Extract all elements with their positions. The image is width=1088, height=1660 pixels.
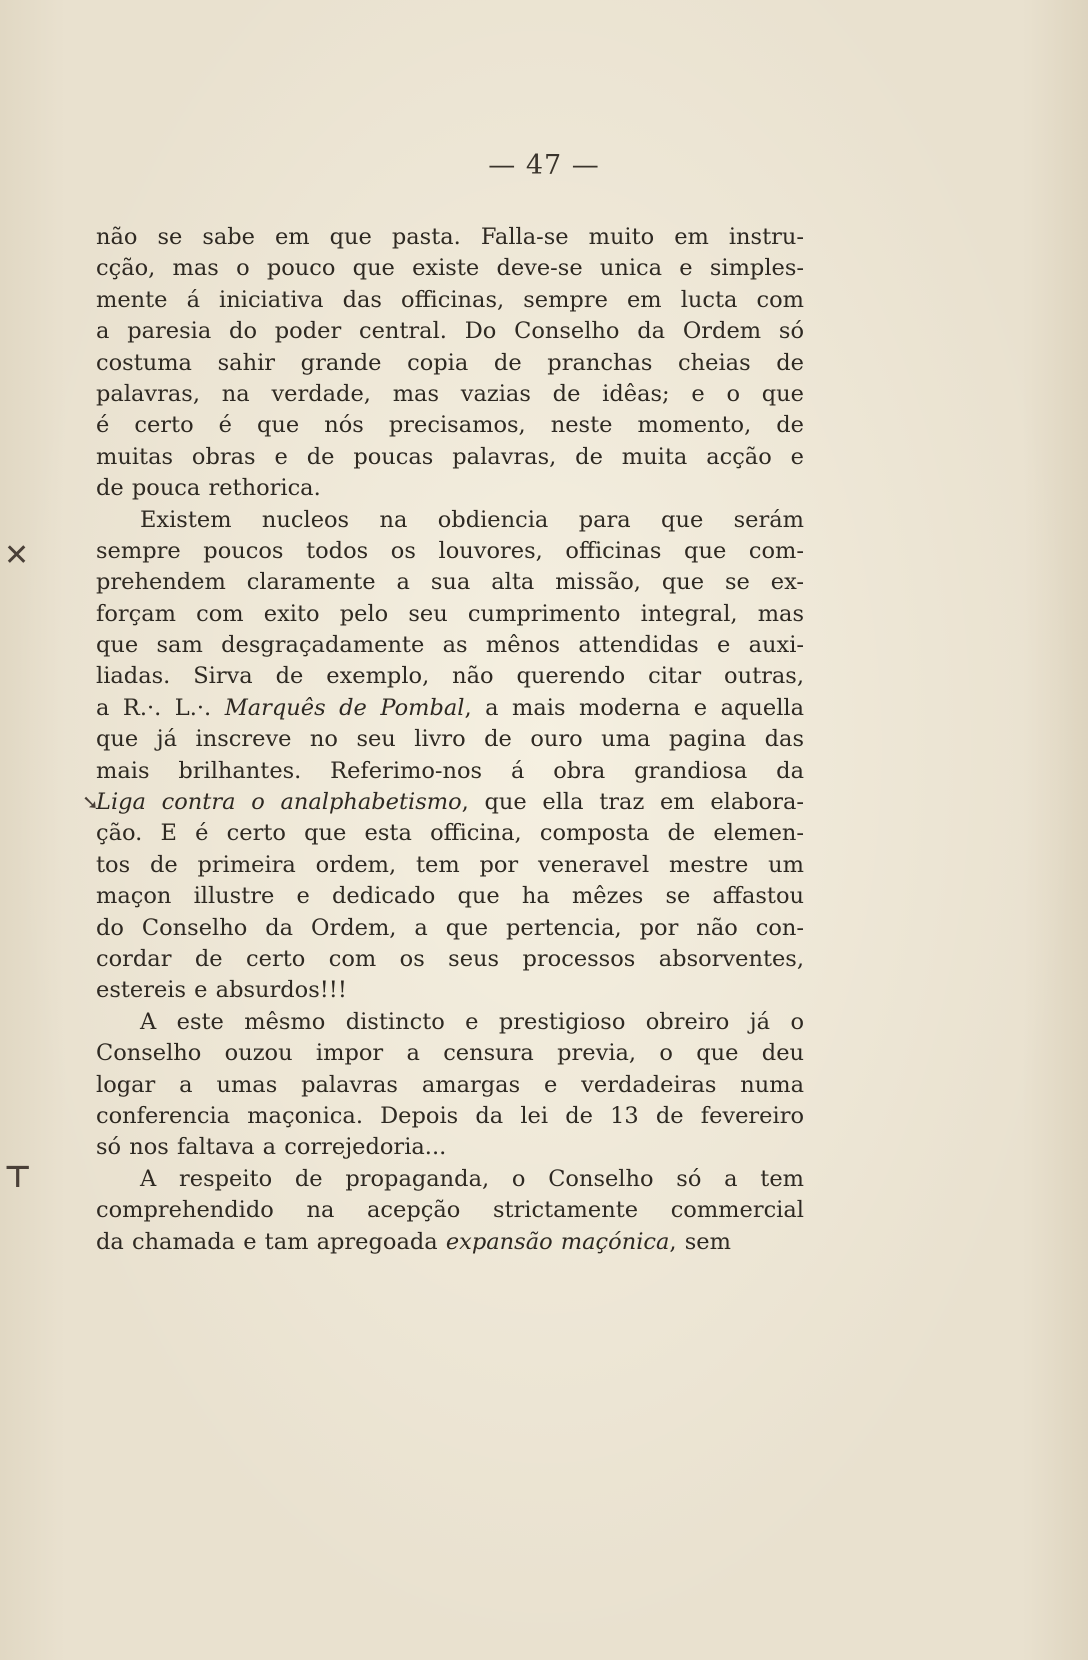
text-line <box>96 505 804 536</box>
text-segment: muitas obras e de poucas palavras, de muita acção e <box>96 443 804 470</box>
text-line <box>96 818 804 849</box>
text-segment: logar a umas palavras amargas e verdadeiras numa <box>96 1071 804 1098</box>
text-segment: ção. E é certo que esta officina, composta de elemen- <box>96 820 804 847</box>
text-line <box>96 724 804 755</box>
text-segment: Existem nucleos na obdiencia para que serám <box>140 506 804 533</box>
text-segment: sempre poucos todos os louvores, officinas que com- <box>96 537 804 564</box>
text-line <box>96 410 804 441</box>
text-line <box>96 536 804 567</box>
text-line <box>96 1038 804 1069</box>
italic-phrase: Liga contra o analphabetismo <box>96 789 462 816</box>
text-line <box>96 1164 804 1195</box>
text-line <box>96 1070 804 1101</box>
text-segment: a paresia do poder central. Do Conselho da Ordem só <box>96 318 804 345</box>
text-segment: só nos faltava a correjedoria... <box>96 1134 447 1161</box>
italic-phrase: Marquês de Pombal <box>224 694 465 721</box>
text-segment: liadas. Sirva de exemplo, não querendo citar outras, <box>96 663 804 690</box>
text-line <box>96 1195 804 1226</box>
text-segment: cordar de certo com os seus processos absorventes, <box>96 945 804 972</box>
text-line <box>96 693 804 724</box>
text-segment: A respeito de propaganda, o Conselho só a tem <box>140 1165 804 1192</box>
text-segment: , a mais moderna e aquella <box>464 694 805 721</box>
text-segment: de pouca rethorica. <box>96 475 321 502</box>
text-segment: não se sabe em que pasta. Falla-se muito em instru- <box>96 224 804 250</box>
margin-arrow-mark-icon: ➘ <box>82 790 99 814</box>
text-line <box>96 913 804 944</box>
text-line <box>96 253 804 284</box>
text-segment: que já inscreve no seu livro de ouro uma pagina das <box>96 726 804 753</box>
text-segment: conferencia maçonica. Depois da lei de 13 de fevereiro <box>96 1102 804 1129</box>
text-line <box>96 1227 804 1258</box>
text-line <box>96 222 804 253</box>
margin-cross-mark-icon: ✕ <box>4 538 30 573</box>
text-line <box>96 379 804 410</box>
text-line <box>96 442 804 473</box>
text-line <box>96 1101 804 1132</box>
text-segment: costuma sahir grande copia de pranchas cheias de <box>96 349 804 376</box>
text-segment: mente á iniciativa das officinas, sempre em lucta com <box>96 286 804 313</box>
text-segment: tos de primeira ordem, tem por veneravel mestre um <box>96 851 804 878</box>
text-segment: da chamada e tam apregoada <box>96 1228 446 1255</box>
body-text <box>96 222 804 1258</box>
page-number: — 47 — <box>488 150 600 181</box>
text-segment: palavras, na verdade, mas vazias de idêas; e o que <box>96 380 804 407</box>
italic-phrase: expansão maçónica <box>445 1228 670 1255</box>
text-segment: A este mêsmo distincto e prestigioso obreiro já o <box>140 1008 804 1035</box>
text-segment: prehendem claramente a sua alta missão, que se ex- <box>96 569 804 596</box>
text-line <box>96 630 804 661</box>
text-line <box>96 285 804 316</box>
text-line <box>96 316 804 347</box>
text-line <box>96 599 804 630</box>
text-segment: maçon illustre e dedicado que ha mêzes se affastou <box>96 883 804 910</box>
text-segment: mais brilhantes. Referimo-nos á obra grandiosa da <box>96 757 804 784</box>
text-segment: , que ella traz em elabora- <box>461 789 804 816</box>
text-segment: cção, mas o pouco que existe deve-se unica e simples- <box>96 255 804 282</box>
text-line <box>96 850 804 881</box>
text-line <box>96 944 804 975</box>
text-segment: do Conselho da Ordem, a que pertencia, por não con- <box>96 914 804 941</box>
text-line <box>96 975 804 1006</box>
text-segment: a R.·. L.·. <box>96 694 225 721</box>
text-line <box>96 473 804 504</box>
text-line <box>96 881 804 912</box>
text-line <box>96 1132 804 1163</box>
text-segment: comprehendido na acepção strictamente commercial <box>96 1197 804 1224</box>
text-segment: , sem <box>669 1228 731 1255</box>
text-line <box>96 756 804 787</box>
text-line <box>96 1007 804 1038</box>
text-line <box>96 348 804 379</box>
margin-cross-mark-icon: ⊤ <box>4 1160 32 1195</box>
text-line <box>96 661 804 692</box>
text-segment: forçam com exito pelo seu cumprimento integral, mas <box>96 600 804 627</box>
text-segment: é certo é que nós precisamos, neste momento, de <box>96 412 804 439</box>
text-line <box>96 787 804 818</box>
text-line <box>96 567 804 598</box>
text-segment: Conselho ouzou impor a censura previa, o que deu <box>96 1040 804 1067</box>
text-segment: que sam desgraçadamente as mênos attendidas e auxi- <box>96 632 804 659</box>
text-segment: estereis e absurdos!!! <box>96 977 347 1004</box>
